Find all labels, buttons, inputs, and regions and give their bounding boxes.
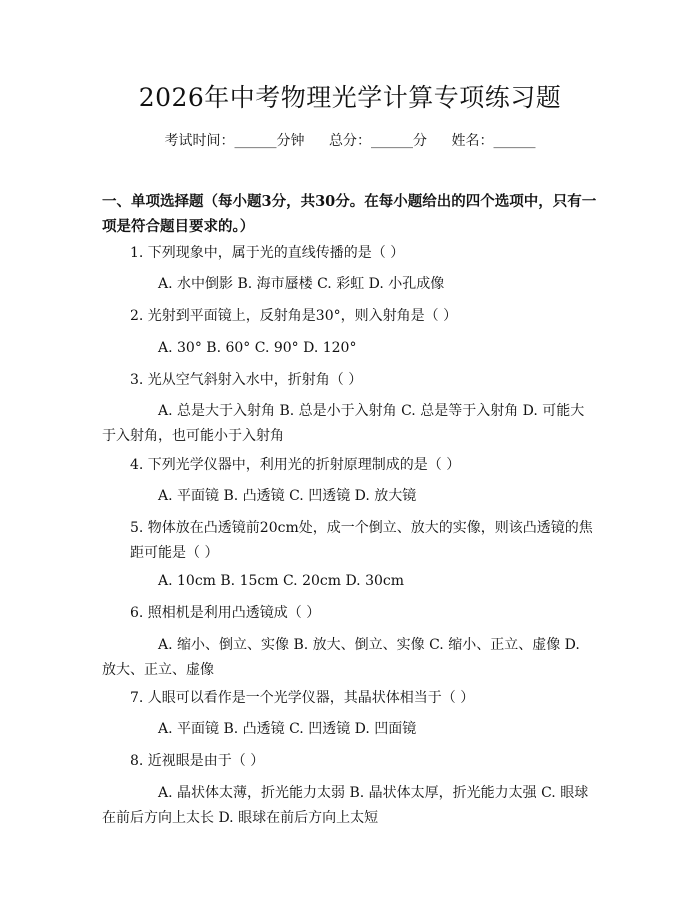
exam-info-line [0, 131, 700, 151]
question-7-options: A. 平面镜 B. 凸透镜 C. 凹透镜 D. 凹面镜 [158, 721, 417, 737]
question-3-options: A. 总是大于入射角 B. 总是小于入射角 C. 总是等于入射角 D. 可能大于入射角，也可能小于入射角 [102, 403, 585, 444]
question-stem [102, 686, 597, 711]
question-3-stem: 3. 光从空气斜射入水中，折射角（ ） [130, 372, 363, 388]
question-5-stem: 5. 物体放在凸透镜前20cm处，成一个倒立、放大的实像，则该凸透镜的焦距可能是（ ） [130, 520, 593, 561]
question-5-options: A. 10cm B. 15cm C. 20cm D. 30cm [158, 573, 405, 589]
question-8-options: A. 晶状体太薄，折光能力太弱 B. 晶状体太厚，折光能力太强 C. 眼球在前后方向上太长 D. 眼球在前后方向上太短 [102, 785, 589, 826]
document-title: 2026年中考物理光学计算专项练习题 [138, 83, 562, 112]
question-stem [102, 368, 597, 393]
question-4-stem: 4. 下列光学仪器中，利用光的折射原理制成的是（ ） [130, 457, 461, 473]
question-6-stem: 6. 照相机是利用凸透镜成（ ） [130, 605, 321, 621]
question-7-stem: 7. 人眼可以看作是一个光学仪器，其晶状体相当于（ ） [130, 690, 475, 706]
question-2-options: A. 30° B. 60° C. 90° D. 120° [158, 340, 357, 356]
question-stem [102, 749, 597, 774]
question-1-stem: 1. 下列现象中，属于光的直线传播的是（ ） [130, 245, 405, 261]
section-heading: 一、单项选择题（每小题3分，共30分。在每小题给出的四个选项中，只有一项是符合题目要求的。） [102, 193, 597, 235]
exam-time-field: 考试时间：______分钟 [164, 133, 305, 149]
question-1-options: A. 水中倒影 B. 海市蜃楼 C. 彩虹 D. 小孔成像 [158, 276, 445, 292]
question-4-options: A. 平面镜 B. 凸透镜 C. 凹透镜 D. 放大镜 [158, 488, 417, 504]
question-2-stem: 2. 光射到平面镜上，反射角是30°，则入射角是（ ） [130, 308, 458, 324]
question-stem [102, 516, 597, 566]
question-stem [102, 304, 597, 329]
question-6-options: A. 缩小、倒立、实像 B. 放大、倒立、实像 C. 缩小、正立、虚像 D. 放大、正立、虚像 [102, 637, 580, 678]
question-stem [102, 241, 597, 266]
question-stem [102, 601, 597, 626]
total-score-field: 总分：______分 [329, 133, 427, 149]
student-name-field: 姓名：______ [451, 133, 536, 149]
question-stem [102, 453, 597, 478]
question-8-stem: 8. 近视眼是由于（ ） [130, 753, 265, 769]
